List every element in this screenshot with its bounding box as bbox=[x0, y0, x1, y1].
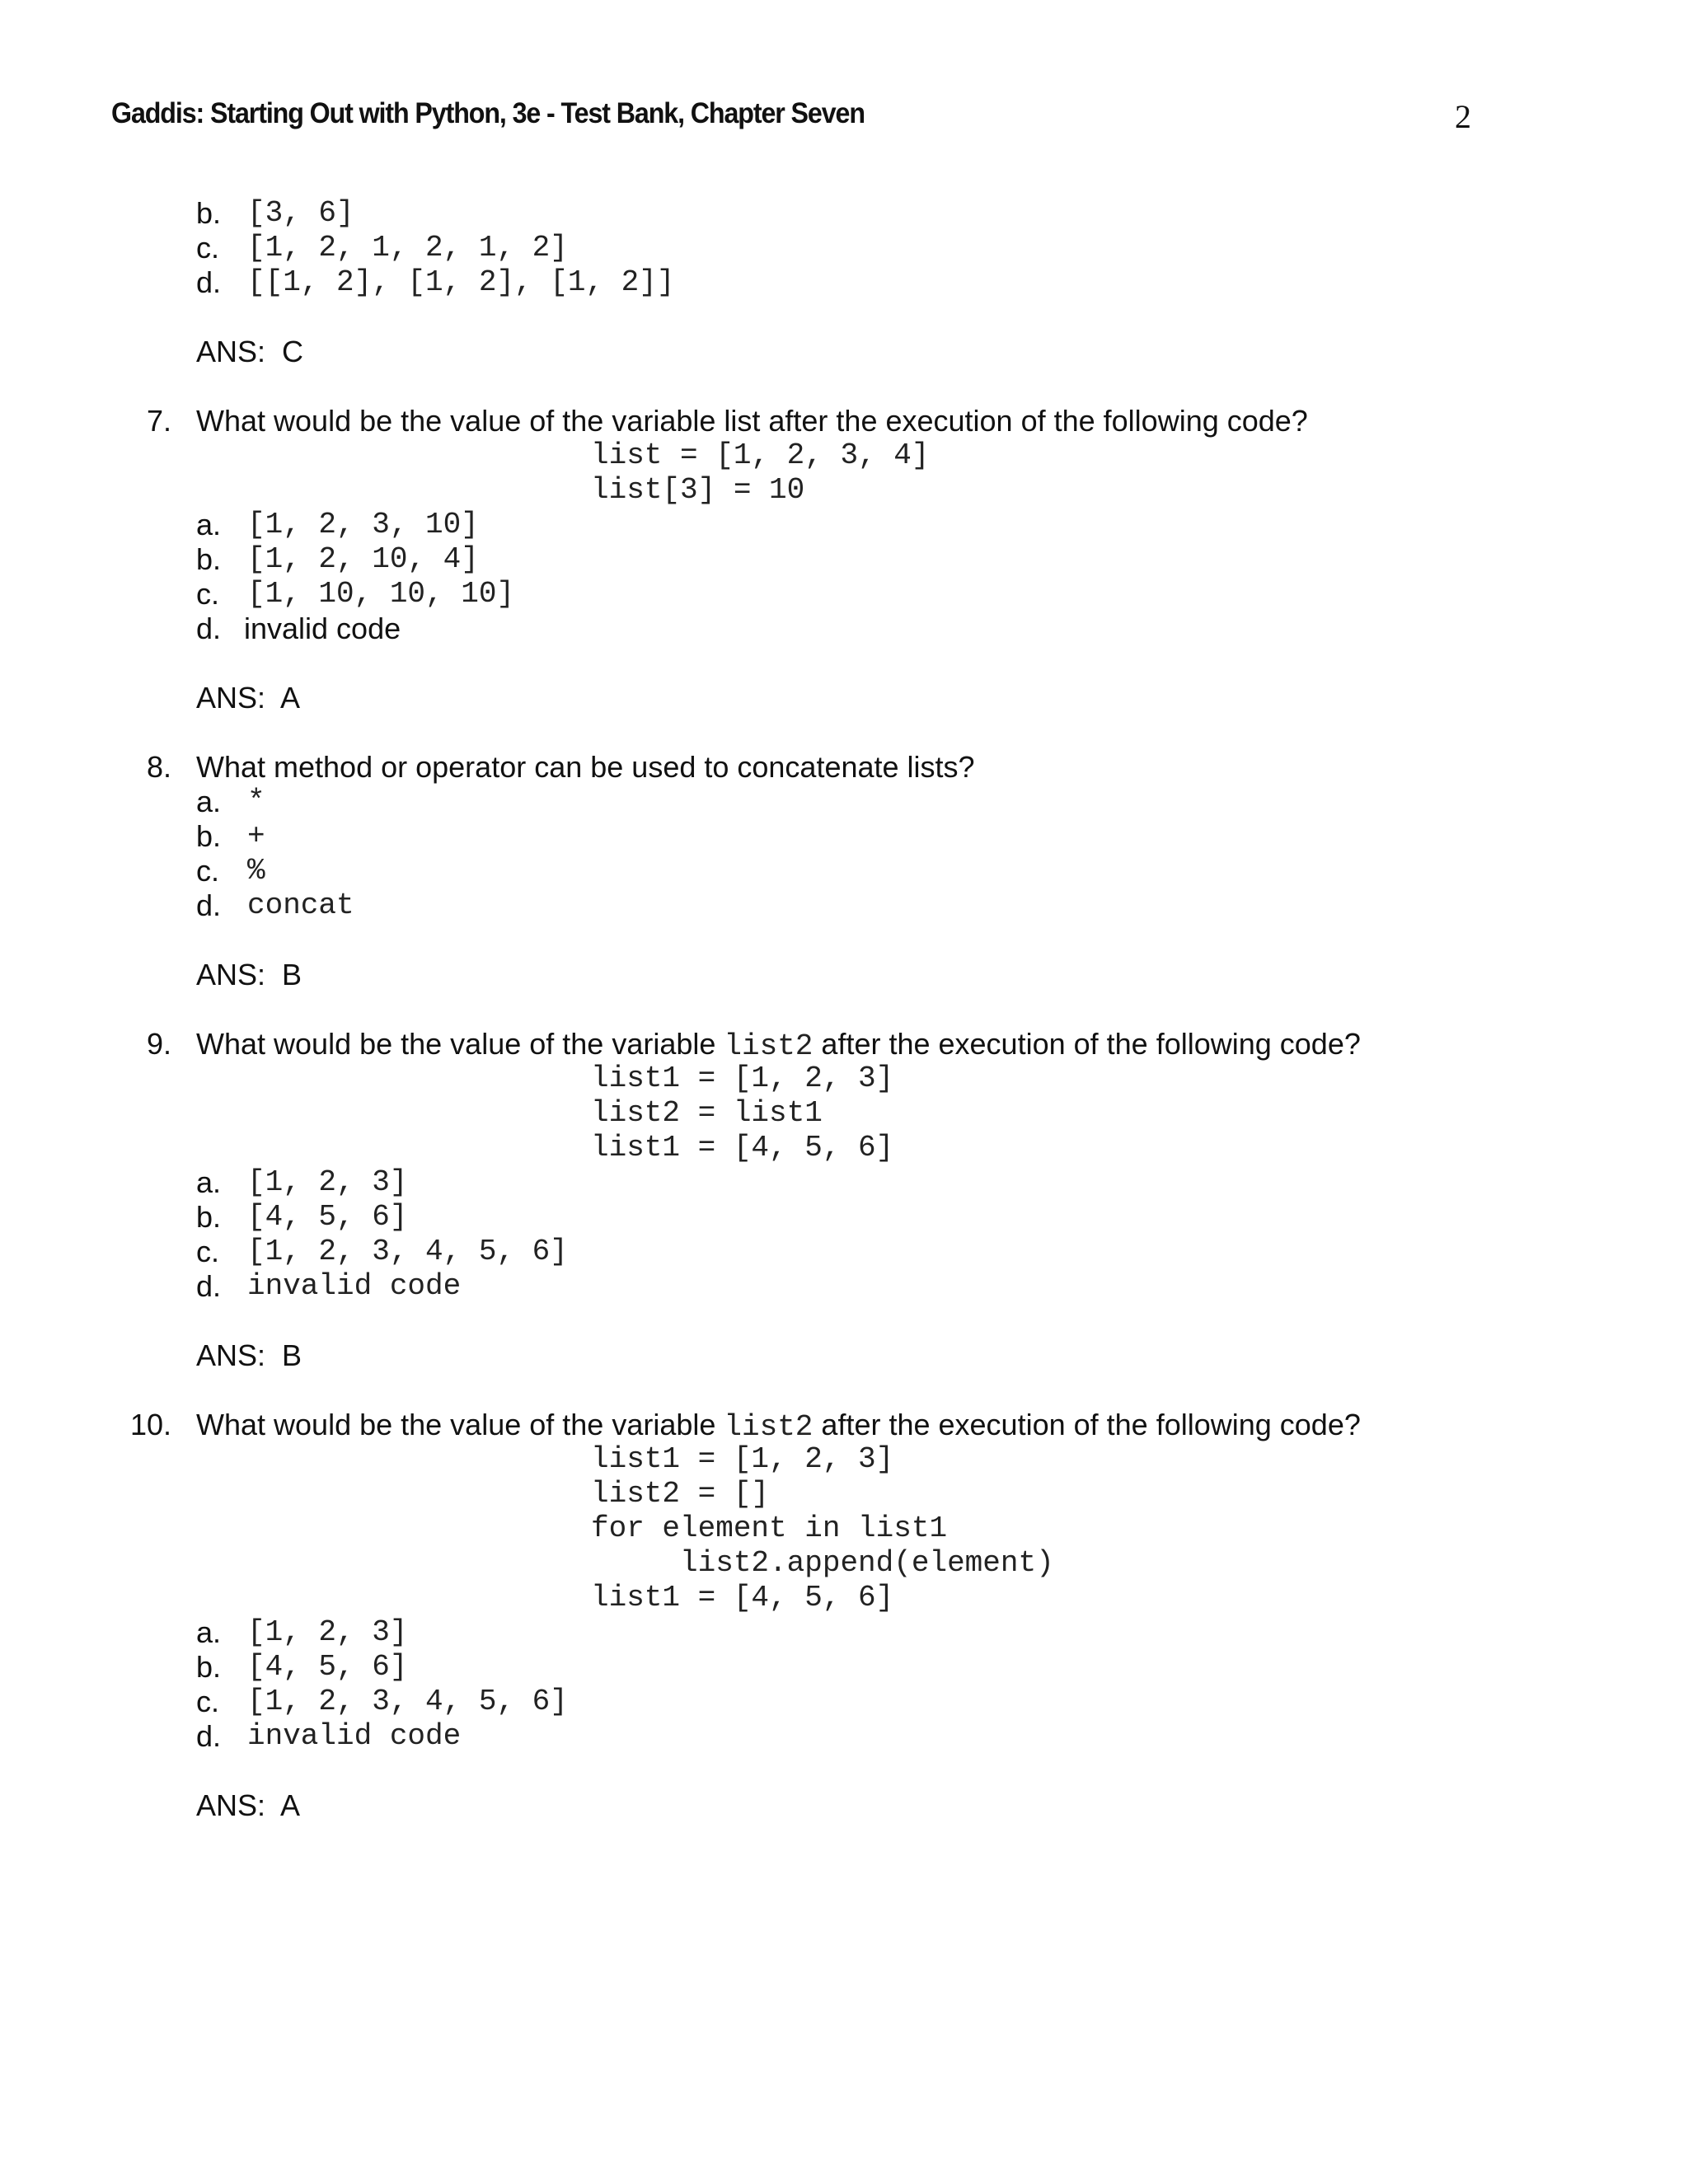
page-header bbox=[111, 97, 1471, 143]
answer-line: ANS: B bbox=[196, 1338, 302, 1372]
header-title: Gaddis: Starting Out with Python, 3e - Test Bank, Chapter Seven bbox=[111, 97, 865, 129]
option-a bbox=[196, 507, 479, 543]
option-letter: d. bbox=[196, 1719, 222, 1753]
option-b bbox=[196, 195, 354, 232]
option-text: [3, 6] bbox=[247, 196, 354, 230]
option-text: [1, 2, 3, 10] bbox=[247, 508, 479, 541]
answer-line: ANS: A bbox=[196, 681, 301, 715]
stem-code: list2 bbox=[724, 1410, 814, 1444]
stem-code: list2 bbox=[724, 1029, 814, 1063]
question-stem: What would be the value of the variable list after the execution of the following code? bbox=[196, 404, 1308, 438]
option-text: [1, 2, 3] bbox=[247, 1615, 408, 1649]
option-letter: a. bbox=[196, 785, 222, 818]
code-line: for element in list1 bbox=[591, 1511, 948, 1545]
question-stem: What method or operator can be used to concatenate lists? bbox=[196, 750, 975, 784]
page-number: 2 bbox=[1455, 98, 1471, 135]
option-letter: b. bbox=[196, 196, 222, 230]
option-letter: d. bbox=[196, 1269, 222, 1303]
code-line: list1 = [4, 5, 6] bbox=[591, 1581, 894, 1615]
code-line: list2.append(element) bbox=[591, 1546, 1054, 1580]
option-d bbox=[196, 611, 401, 647]
option-c bbox=[196, 1234, 568, 1270]
option-letter: b. bbox=[196, 1200, 222, 1234]
option-text: invalid code bbox=[247, 1269, 462, 1303]
option-b bbox=[196, 541, 479, 578]
option-d bbox=[196, 265, 675, 301]
option-text: * bbox=[247, 785, 265, 818]
option-text: [1, 2, 10, 4] bbox=[247, 542, 479, 576]
option-letter: b. bbox=[196, 819, 222, 853]
stem-text: after the execution of the following code? bbox=[813, 1027, 1361, 1061]
option-letter: b. bbox=[196, 542, 222, 576]
option-b bbox=[196, 1649, 408, 1685]
option-letter: c. bbox=[196, 854, 220, 888]
option-text: [1, 10, 10, 10] bbox=[247, 577, 515, 611]
code-line: list1 = [1, 2, 3] bbox=[591, 1062, 894, 1095]
option-text: [1, 2, 3, 4, 5, 6] bbox=[247, 1685, 568, 1718]
question-number: 9. bbox=[147, 1027, 172, 1061]
option-text: [1, 2, 3] bbox=[247, 1165, 408, 1199]
option-letter: c. bbox=[196, 1235, 220, 1268]
question-stem bbox=[196, 1026, 1361, 1062]
answer-line: ANS: C bbox=[196, 335, 304, 368]
option-text: [4, 5, 6] bbox=[247, 1200, 408, 1234]
option-letter: c. bbox=[196, 231, 220, 265]
option-a bbox=[196, 1165, 408, 1201]
option-letter: a. bbox=[196, 1615, 222, 1649]
option-d bbox=[196, 1268, 462, 1305]
option-a bbox=[196, 784, 265, 820]
option-b bbox=[196, 1199, 408, 1235]
option-c bbox=[196, 1684, 568, 1720]
option-text: concat bbox=[247, 888, 354, 922]
option-c bbox=[196, 853, 265, 889]
option-text: [[1, 2], [1, 2], [1, 2]] bbox=[247, 265, 675, 299]
question-number: 10. bbox=[130, 1408, 172, 1441]
code-line: list[3] = 10 bbox=[591, 473, 805, 507]
code-line: list2 = [] bbox=[591, 1477, 770, 1511]
option-letter: c. bbox=[196, 577, 220, 611]
question-number: 7. bbox=[147, 404, 172, 438]
option-letter: a. bbox=[196, 508, 222, 541]
answer-line: ANS: B bbox=[196, 958, 302, 991]
option-letter: b. bbox=[196, 1650, 222, 1684]
question-number: 8. bbox=[147, 750, 172, 784]
stem-text: after the execution of the following code? bbox=[813, 1408, 1361, 1441]
stem-text: What would be the value of the variable bbox=[196, 1027, 724, 1061]
option-text: [1, 2, 3, 4, 5, 6] bbox=[247, 1235, 568, 1268]
option-letter: d. bbox=[196, 612, 222, 645]
option-text: invalid code bbox=[247, 1719, 462, 1753]
code-line: list = [1, 2, 3, 4] bbox=[591, 438, 930, 472]
option-letter: a. bbox=[196, 1165, 222, 1199]
option-letter: c. bbox=[196, 1685, 220, 1718]
option-c bbox=[196, 230, 568, 266]
code-line: list2 = list1 bbox=[591, 1096, 823, 1130]
code-line: list1 = [4, 5, 6] bbox=[591, 1131, 894, 1165]
option-text: [4, 5, 6] bbox=[247, 1650, 408, 1684]
answer-line: ANS: A bbox=[196, 1788, 301, 1822]
stem-text: What would be the value of the variable bbox=[196, 1408, 724, 1441]
option-text: % bbox=[247, 854, 265, 888]
option-d bbox=[196, 1718, 462, 1755]
option-text: + bbox=[247, 819, 265, 853]
question-stem bbox=[196, 1407, 1361, 1443]
option-text: invalid code bbox=[244, 612, 401, 645]
option-c bbox=[196, 576, 515, 612]
option-b bbox=[196, 818, 265, 855]
option-letter: d. bbox=[196, 265, 222, 299]
code-line: list1 = [1, 2, 3] bbox=[591, 1442, 894, 1476]
option-text: [1, 2, 1, 2, 1, 2] bbox=[247, 231, 568, 265]
option-a bbox=[196, 1615, 408, 1651]
option-letter: d. bbox=[196, 888, 222, 922]
option-d bbox=[196, 888, 354, 924]
